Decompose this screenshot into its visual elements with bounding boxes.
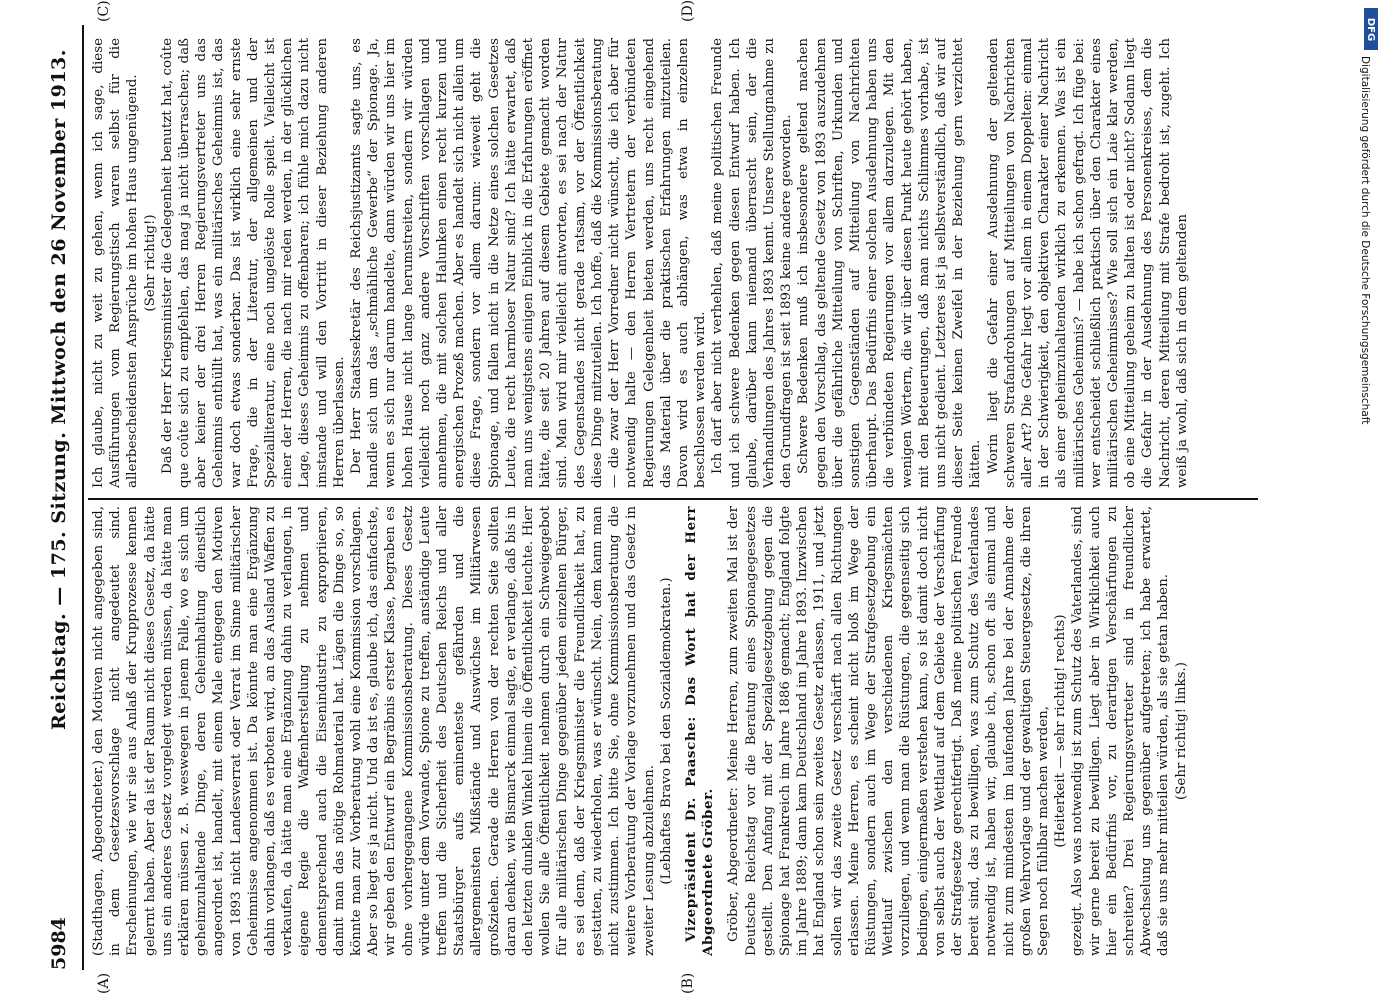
- margin-marker-d: (D): [680, 0, 696, 22]
- right-column: [90, 38, 1270, 488]
- paragraph: Gröber, Abgeordneter: Meine Herren, zum zweiten Mal ist der Deutsche Reichstag vor die Beratung eines Spionagegesetzes gestellt. Den Anfang mit der Spezialgesetzgebung gegen die Spionage hat Frankreich im Jahre 1886 gemacht; England folgte im Jahre 1889; dann kam Deutschland im Jahre 1893. Inzwischen hat England schon sein zweites Gesetz erlassen, 1911, und jetzt sollen wir das zweite Gesetz verschärft nach allen Richtungen erlassen. Meine Herren, es scheint nicht bloß im Wege der Rüstungen, sondern auch im Wege der Strafgesetzgebung ein Wettlauf zwischen den verschiedenen Kriegsmächten vorzuliegen, und wenn man die Rüstungen, die gegenseitig sich bedingen, einigermaßen verstehen kann, so ist damit doch nicht von selbst auch der Wettlauf auf dem Gebiete der Verschärfung der Strafgesetze gerechtfertigt. Daß meine politischen Freunde bereit sind, das zu bewilligen, was zum Schutz des Vaterlandes notwendig ist, haben wir, glaube ich, schon oft als einmal und nicht zum mindesten im laufenden Jahre bei der Annahme der großen Wehrvorlage und der gewaltigen Steuergesetze, die ihren Segen noch fühlbar machen werden,: [726, 506, 1051, 956]
- interjection: (Heiterkeit — sehr richtig! rechts): [1053, 614, 1069, 848]
- paragraph: Ich darf aber nicht verhehlen, daß meine politischen Freunde und ich schwere Bedenken gegen diesen Entwurf haben. Ich glaube, darüber kann niemand überrascht sein, der die Verhandlungen des Jahres 1893 kennt. Unsere Stellungnahme zu den Grundfragen ist seit 1893 keine andere geworden.: [710, 38, 795, 488]
- interjection: (Lebhaftes Bravo bei den Sozialdemokraten.): [658, 577, 674, 885]
- interjection: (Sehr richtig! links.): [1173, 662, 1189, 800]
- interjection: (Sehr richtig!): [142, 214, 158, 312]
- speaker-intro: Vizepräsident Dr. Paasche: Das Wort hat der Herr Abgeordnete Gröber.: [682, 506, 717, 956]
- paragraph: Ich glaube, nicht zu weit zu gehen, wenn ich sage, diese Ausführungen vom Regierungstisch waren selbst für die allerbescheidensten Ansprüche im hohen Haus ungenügend.: [91, 38, 141, 488]
- paragraph: (Stadthagen, Abgeordneter.) den Motiven nicht angegeben sind, in dem Gesetzesvorschlage nicht angedeutet sind. Erscheinungen, wie wir sie aus Anlaß der Krupprozesse kennen gelernt haben. Aber da ist der Raum nicht dieses Gesetz, da hätte uns ein anderes Gesetz vorgelegt werden müssen, da hätte man erklären müssen z. B. weswegen in jenem Falle, wo es sich um geheimzuhaltende Dinge, deren Geheimhaltung dienstlich angeordnet ist, handelt, mit einem Male entgegen den Motiven von 1893 nicht Landesverrat oder Verrat im Sinne militärischer Geheimnisse angenommen ist. Da könnte man eine Ergänzung dahin vorlangen, daß es verboten wird, an das Ausland Waffen zu verkaufen, da hätte man eine Ergänzung dahin zu verlangen, in eigene Regie die Waffenherstellung zu nehmen und dementsprechend auch die Eisenindustrie zu expropriieren, damit man das nötige Rohmaterial hat. Lägen die Dinge so, so könnte man zur Vorberatung wohl eine Kommission vorschlagen. Aber so liegt es ja nicht. Und da ist es, glaube ich, das einfachste, wir geben den Entwurf ein Begräbnis erster Klasse, begraben es ohne vorhergegangene Kommissionsberatung. Dieses Gesetz würde unter dem Vorwande, Spione zu treffen, anständige Leute treffen und die Sicherheit des Deutschen Reichs und aller Staatsbürger aufs eminenteste gefährden und die allergemeinsten Mißstände und Auswüchse im Militärwesen großziehen. Gerade die Herren von der rechten Seite sollten daran denken, wie Bismarck einmal sagte, er verlange, daß bis in den letzten dunklen Winkel hinein die Öffentlichkeit leuchte. Hier wollen Sie alle Öffentlichkeit nehmen durch ein Schweigegebot für alle militärischen Dinge gegenüber jedem einzelnen Bürger, es sei denn, daß der Kriegsminister die Freundlichkeit hat, zu gestatten, zu wiederholen, was er wünscht. Nein, dem kann man nicht zustimmen. Ich bitte Sie, ohne Kommissionsberatung die weitere Vorberatung der Vorlage vorzunehmen und das Gesetz in zweiter Lesung abzulehnen.: [91, 506, 657, 956]
- paragraph: Daß der Herr Kriegsminister die Gelegenheit benutzt hat, coûte que coûte sich zu empfehlen, das mag ja nicht überraschen; daß aber keiner der drei Herren Regierungsvertreter uns das Geheimnis enthüllt hat, was ein militärisches Geheimnis ist, das war doch etwas sonderbar. Das ist wirklich eine sehr ernste Frage, die in der Literatur, der allgemeinen und der Spezialliteratur, eine noch ungelöste Rolle spielt. Vielleicht ist einer der Herren, die nach mir reden werden, in der glücklichen Lage, dieses Geheimnis zu offenbaren; ich fühle mich dazu nicht imstande und will den Vortritt in dieser Beziehung anderen Herren überlassen.: [159, 38, 347, 488]
- column-divider: [88, 498, 1258, 500]
- page-header: [48, 30, 80, 970]
- paragraph: Schwere Bedenken muß ich insbesondere geltend machen gegen den Vorschlag, das geltende Gesetz von 1893 auszudehnen über die gefährliche Mitteilung von Schriften, Urkunden und sonstigen Gegenständen auf Mitteilung von Nachrichten überhaupt. Das Bedürfnis einer solchen Ausdehnung haben uns die verbündeten Regierungen vor allem darzulegen. Mit den wenigen Wörtern, die wir über diesen Punkt heute gehört haben, mit den Beteuerungen, daß man nichts Schlimmes vorhabe, ist uns nicht gedient. Letzteres ist ja selbstverständlich, daß wir auf dieser Seite keinen Zweifel in der Beziehung gern verzichtet hätten.: [796, 38, 984, 488]
- left-column: [90, 506, 1270, 956]
- running-head: Reichstag. — 175. Sitzung. Mittwoch den 26 November 1913.: [48, 49, 70, 730]
- margin-marker-a: (A): [96, 972, 112, 994]
- page-number: 5984: [48, 917, 70, 970]
- paragraph: Worin liegt die Gefahr einer Ausdehnung der geltenden schweren Strafandrohungen auf Mitteilungen von Nachrichten aller Art? Die Gefahr liegt vor allem in einem Doppelten: einmal in der Schwierigkeit, den objektiven Charakter einer Nachricht als einer geheimzuhaltenden wirklich zu erkennen. Was ist ein militärisches Geheimnis? — habe ich schon gefragt. Ich füge bei: wer entscheidet schließlich praktisch über den Charakter eines militärischen Geheimnisses? Wie soll sich ein Laie klar werden, ob eine Mitteilung geheim zu halten ist oder nicht? Sodann liegt die Gefahr in der Ausdehnung des Personenkreises, dem die Nachricht, deren Mitteilung mit Strafe bedroht ist, zugeht. Ich weiß ja wohl, daß sich in dem geltenden: [985, 38, 1190, 488]
- paragraph: Der Herr Staatssekretär des Reichsjustizamts sagte uns, es handle sich um das „schmähliche Gewerbe“ der Spionage. Ja, wenn es sich nur darum handelte, dann würden wir uns hier im hohen Hause nicht lange herumstreiten, sondern wir würden vielleicht noch ganz andere Vorschriften vorschlagen und annehmen, die mit solchen Halunken einen recht kurzen und energischen Prozeß machen. Aber es handelt sich nicht allein um diese Frage, sondern vor allem darum: wieweit geht die Spionage, und fallen nicht in die Netze eines solchen Gesetzes Leute, die recht harmloser Natur sind? Ich hätte erwartet, daß man uns wenigstens einigen Einblick in die Erfahrungen eröffnet hätte, die seit 20 Jahren auf diesem Gebiete gemacht worden sind. Man wird mir vielleicht antworten, es sei nach der Natur des Gegenstandes nicht gerade ratsam, vor der Öffentlichkeit diese Dinge mitzuteilen. Ich hoffe, daß die Kommissionsberatung — die zwar der Herr Vorredner nicht wünscht, die ich aber für notwendig halte — den Herren Vertretern der verbündeten Regierungen Gelegenheit bieten werden, uns recht eingehend das Material über die praktischen Erfahrungen mitzuteilen. Davon wird es auch abhängen, was etwa in einzelnen beschlossen werden wird.: [349, 38, 709, 488]
- margin-marker-b: (B): [680, 972, 696, 994]
- header-rule: [82, 25, 84, 970]
- dfg-logo: DFG: [1364, 8, 1378, 50]
- funding-credit: Digitalisierung gefördert durch die Deutsche Forschungsgemeinschaft: [1359, 56, 1371, 425]
- paragraph: gezeigt. Also was notwendig ist zum Schutz des Vaterlandes, sind wir gerne bereit zu bewilligen. Liegt aber in Wirklichkeit auch hier ein Bedürfnis vor, zu derartigen Verschärfungen zu schreiten? Drei Regierungsvertreter sind in freundlicher Abwechselung uns gegenüber aufgetreten; ich habe erwartet, daß sie uns mehr mitteilen würden, als sie getan haben.: [1070, 506, 1172, 956]
- margin-marker-c: (C): [96, 0, 112, 22]
